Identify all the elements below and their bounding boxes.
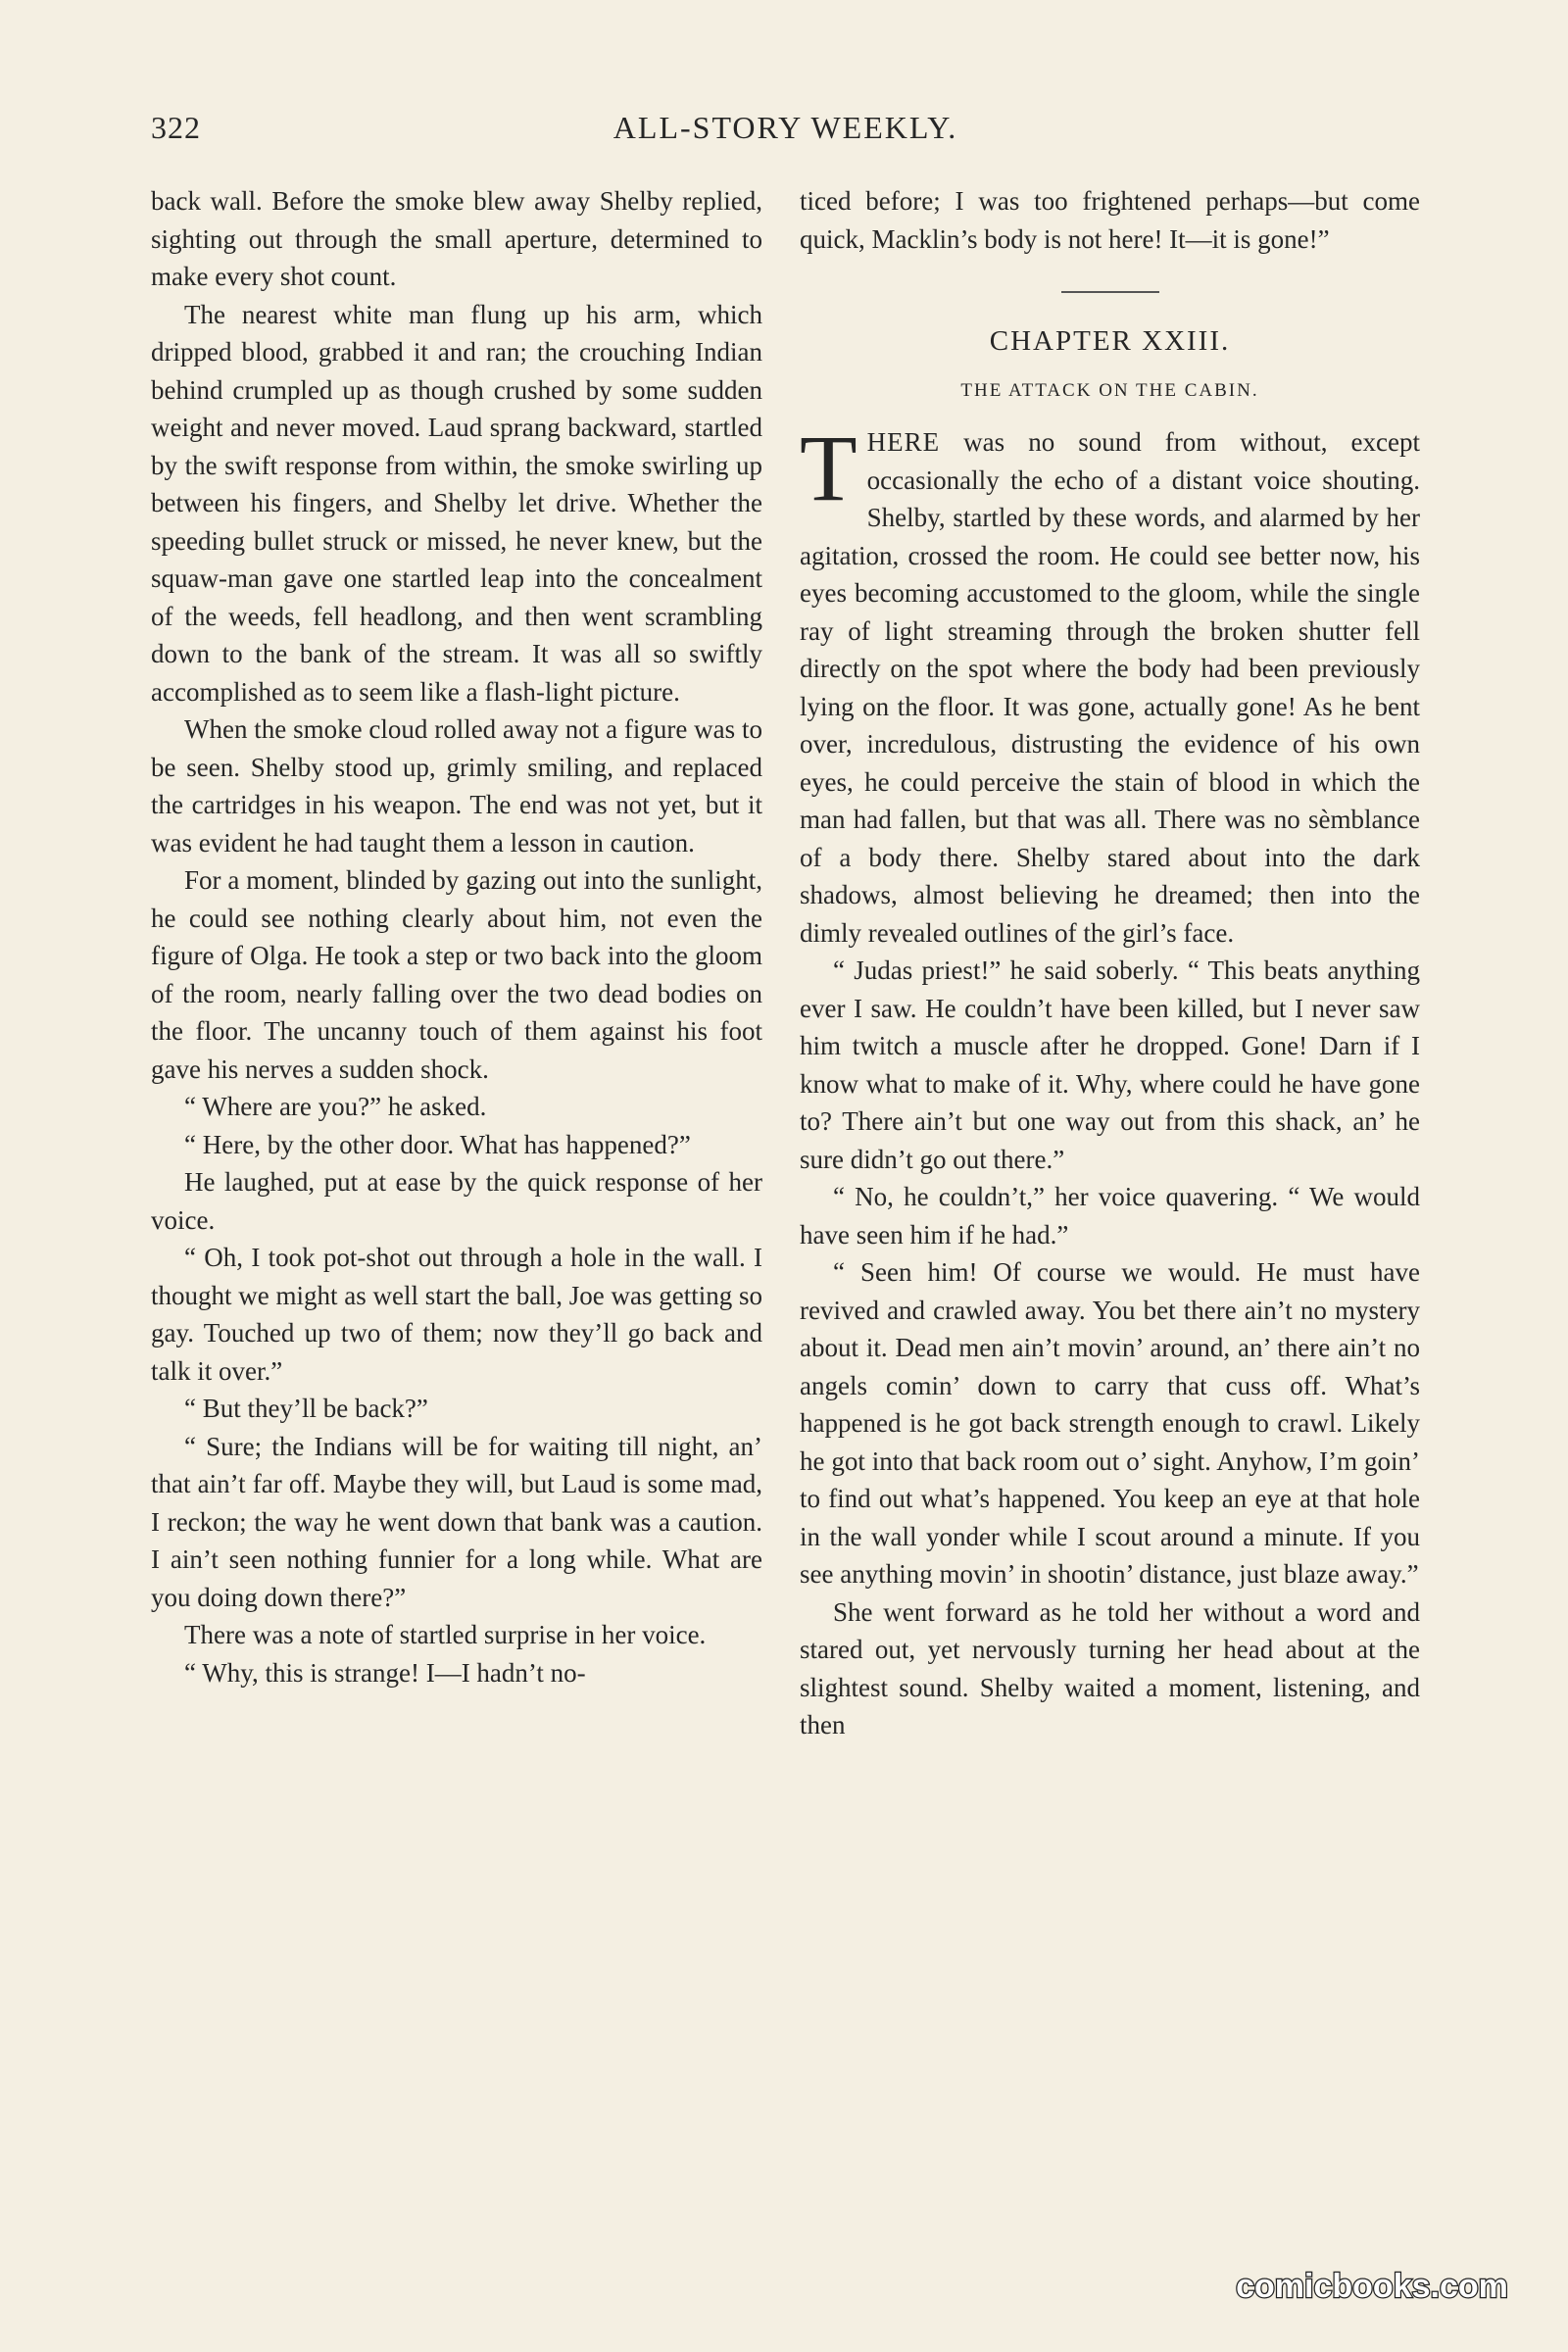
- page-number: 322: [151, 110, 201, 145]
- paragraph: “ Here, by the other door. What has happened?”: [184, 1129, 691, 1159]
- running-title: ALL-STORY WEEKLY.: [612, 110, 958, 145]
- paragraph: “ No, he couldn’t,” her voice quavering. “ We would have seen him if he had.”: [800, 1182, 1420, 1250]
- paragraph: For a moment, blinded by gazing out into the sunlight, he could see nothing clearly about him, not even the figure of Olga. He took a step or two back into the gloom of the room, nearly falling over the two dead bodies on the floor. The uncanny touch of them against his foot gave his nerves a sudden shock.: [151, 865, 762, 1084]
- page-header: [151, 110, 1420, 157]
- paragraph: back wall. Before the smoke blew away Shelby replied, sighting out through the small aperture, determined to make every shot count.: [151, 186, 762, 291]
- opening-word: HERE: [866, 427, 941, 457]
- paragraph: ticed before; I was too frightened perhaps—but come quick, Macklin’s body is not here! It—it is gone!”: [800, 186, 1420, 254]
- paragraph: “ Oh, I took pot-shot out through a hole in the wall. I thought we might as well start the ball, Joe was getting so gay. Touched up two of them; now they’ll go back and talk it over.”: [151, 1243, 762, 1386]
- right-column: [800, 182, 1420, 1744]
- paragraph: “ Judas priest!” he said soberly. “ This beats anything ever I saw. He couldn’t have been killed, but I never saw him twitch a muscle after he dropped. Gone! Darn if I know what to make of it. Why, where could he have gone to? There ain’t but one way out from this shack, an’ he sure didn’t go out there.”: [800, 956, 1420, 1174]
- paragraph: “ Why, this is strange! I—I hadn’t no-: [184, 1657, 586, 1688]
- chapter-heading: CHAPTER XXIII.: [989, 325, 1231, 357]
- paragraph: When the smoke cloud rolled away not a figure was to be seen. Shelby stood up, grimly smiling, and replaced the cartridges in his weapon. The end was not yet, but it was evident he had taught them a lesson in caution.: [151, 714, 762, 858]
- chapter-subtitle: THE ATTACK ON THE CABIN.: [960, 379, 1259, 401]
- left-column: [151, 182, 762, 1691]
- paragraph: He laughed, put at ease by the quick response of her voice.: [151, 1167, 762, 1235]
- chapter-opening-paragraph: [800, 416, 1420, 952]
- opening-text: was no sound from without, except occasionally the echo of a distant voice shouting. Shelby, startled by these words, and alarmed by her agitation, crossed the room. He could see better now, his eyes becoming accustomed to the gloom, while the single ray of light streaming through the broken shutter fell directly on the spot where the body had been previously lying on the floor. It was gone, actually gone! As he bent over, incredulous, distrusting the evidence of his own eyes, he could perceive the stain of blood in which the man had fallen, but that was all. There was no sèmblance of a body there. Shelby stared about into the dark shadows, almost believing he dreamed; then into the dimly revealed outlines of the girl’s face.: [800, 427, 1420, 948]
- section-divider: [1061, 291, 1159, 293]
- paragraph: There was a note of startled surprise in her voice.: [184, 1620, 707, 1649]
- watermark-text: comicbooks.com: [1236, 2268, 1508, 2305]
- paragraph: “ But they’ll be back?”: [184, 1394, 428, 1423]
- paragraph: She went forward as he told her without a word and stared out, yet nervously turning her head about at the slightest sound. Shelby waited a moment, listening, and then: [800, 1596, 1420, 1740]
- paragraph: “ Where are you?” he asked.: [184, 1092, 487, 1121]
- paragraph: The nearest white man flung up his arm, which dripped blood, grabbed it and ran; the crouching Indian behind crumpled up as though crushed by some sudden weight and never moved. Laud sprang backward, startled by the swift response from within, the smoke swirling up between his fingers, and Shelby let drive. Whether the speeding bullet struck or missed, he never knew, but the squaw-man gave one startled leap into the concealment of the weeds, fell headlong, and then went scrambling down to the bank of the stream. It was all so swiftly accomplished as to seem like a flash-light picture.: [151, 299, 762, 707]
- drop-cap: T: [800, 416, 858, 520]
- paragraph: “ Seen him! Of course we would. He must have revived and crawled away. You bet there ain’t no mystery about it. Dead men ain’t movin’ around, an’ there ain’t no angels comin’ down to carry that cuss off. What’s happened is he got back strength enough to crawl. Likely he got into that back room out o’ sight. Anyhow, I’m goin’ to find out what’s happened. You keep an eye at that hole in the wall yonder while I scout around a minute. If you see anything movin’ in shootin’ distance, just blaze away.”: [800, 1257, 1420, 1589]
- paragraph: “ Sure; the Indians will be for waiting till night, an’ that ain’t far off. Maybe they will, but Laud is some mad, I reckon; the way he went down that bank was a caution. I ain’t seen nothing funnier for a long while. What are you doing down there?”: [151, 1431, 762, 1612]
- watermark-logo: [1205, 2258, 1539, 2315]
